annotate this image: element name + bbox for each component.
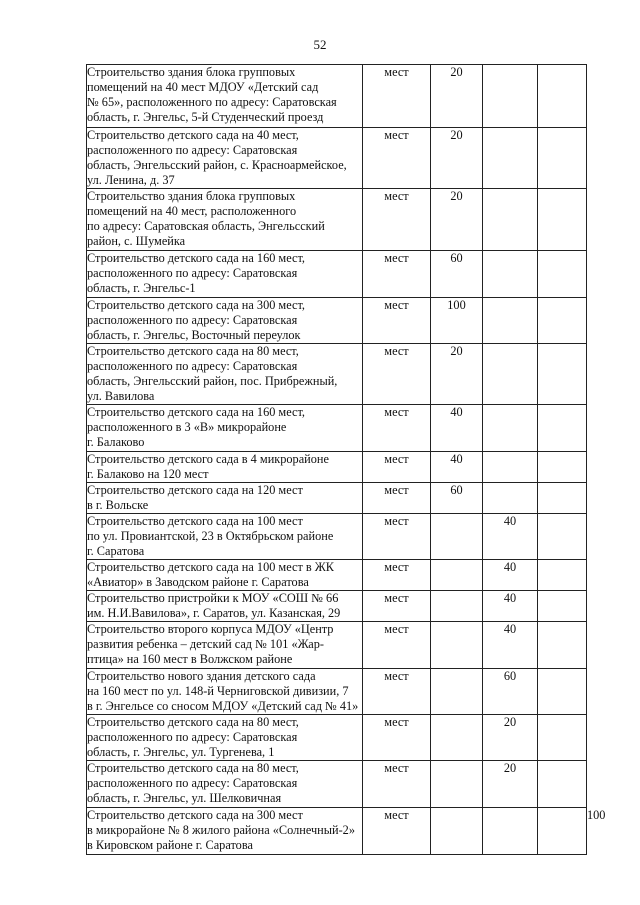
description-line: г. Саратова: [87, 544, 145, 558]
value-cell-1: 20: [431, 128, 483, 189]
table-row: [87, 344, 587, 405]
table-row: [87, 483, 587, 514]
table-row: [87, 761, 587, 808]
value-cell-1: [431, 761, 483, 808]
value-cell-2: [483, 405, 538, 452]
description-line: расположенного по адресу: Саратовская: [87, 313, 298, 327]
project-description: [87, 344, 363, 405]
project-description: [87, 251, 363, 298]
value-cell-1: 20: [431, 65, 483, 128]
value-cell-2: [483, 128, 538, 189]
unit-cell: мест: [363, 591, 431, 622]
description-line: в г. Вольске: [87, 498, 149, 512]
description-line: область, Энгельсский район, пос. Прибрежный,: [87, 374, 338, 388]
description-line: «Авиатор» в Заводском районе г. Саратова: [87, 575, 309, 589]
value-cell-2: [483, 189, 538, 251]
description-line: Строительство пристройки к МОУ «СОШ № 66: [87, 591, 339, 605]
description-line: ул. Ленина, д. 37: [87, 173, 175, 187]
value-cell-2: 20: [483, 715, 538, 761]
table-row: [87, 622, 587, 669]
unit-cell: мест: [363, 128, 431, 189]
description-line: область, г. Энгельс, 5-й Студенческий проезд: [87, 110, 324, 124]
value-cell-3: [538, 808, 587, 855]
value-cell-1: [431, 622, 483, 669]
value-cell-1: [431, 514, 483, 560]
description-line: помещений на 40 мест МДОУ «Детский сад: [87, 80, 319, 94]
description-line: Строительство детского сада в 4 микрорайоне: [87, 452, 329, 466]
value-cell-2: 40: [483, 560, 538, 591]
description-line: область, г. Энгельс, ул. Тургенева, 1: [87, 745, 275, 759]
description-line: расположенного по адресу: Саратовская: [87, 730, 298, 744]
value-cell-2: [483, 298, 538, 344]
project-description: [87, 622, 363, 669]
value-cell-3: [538, 452, 587, 483]
description-line: в микрорайоне № 8 жилого района «Солнечный-2»: [87, 823, 355, 837]
description-line: расположенного по адресу: Саратовская: [87, 143, 298, 157]
value-cell-2: [483, 452, 538, 483]
value-cell-1: [431, 560, 483, 591]
description-line: Строительство второго корпуса МДОУ «Центр: [87, 622, 334, 636]
value-cell-3: [538, 669, 587, 715]
value-cell-2: 40: [483, 591, 538, 622]
description-line: развития ребенка – детский сад № 101 «Жар-: [87, 637, 325, 651]
value-cell-3: [538, 761, 587, 808]
project-description: [87, 189, 363, 251]
description-line: г. Балаково: [87, 435, 145, 449]
value-cell-2: 20: [483, 761, 538, 808]
description-line: Строительство детского сада на 300 мест: [87, 808, 303, 822]
description-line: им. Н.И.Вавилова», г. Саратов, ул. Казанская, 29: [87, 606, 341, 620]
project-description: [87, 514, 363, 560]
value-cell-2: [483, 251, 538, 298]
unit-cell: мест: [363, 622, 431, 669]
table-row: [87, 715, 587, 761]
unit-cell: мест: [363, 669, 431, 715]
page-number: 52: [313, 37, 327, 52]
table-row: [87, 298, 587, 344]
value-cell-2: 40: [483, 622, 538, 669]
table-row: [87, 65, 587, 128]
value-cell-2: [483, 483, 538, 514]
project-description: [87, 65, 363, 128]
value-cell-1: [431, 808, 483, 855]
unit-cell: мест: [363, 483, 431, 514]
description-line: район, с. Шумейка: [87, 234, 186, 248]
description-line: область, г. Энгельс, Восточный переулок: [87, 328, 301, 342]
project-description: [87, 128, 363, 189]
value-cell-1: [431, 591, 483, 622]
value-cell-1: 60: [431, 483, 483, 514]
description-line: Строительство детского сада на 80 мест,: [87, 344, 299, 358]
description-line: расположенного по адресу: Саратовская: [87, 266, 298, 280]
description-line: Строительство детского сада на 80 мест,: [87, 715, 299, 729]
value-cell-3: [538, 560, 587, 591]
description-line: расположенного по адресу: Саратовская: [87, 776, 298, 790]
unit-cell: мест: [363, 514, 431, 560]
description-line: Строительство детского сада на 120 мест: [87, 483, 303, 497]
value-cell-3: [538, 715, 587, 761]
description-line: Строительство здания блока групповых: [87, 189, 296, 203]
table-row: Строительство детского сада на 300 мест в микрорайоне № 8 жилого района «Солнечный-2» в Кировском районе г. Саратова мест 100: [87, 808, 587, 855]
unit-cell: мест: [363, 715, 431, 761]
unit-cell: мест: [363, 808, 431, 855]
value-cell-3: [538, 298, 587, 344]
description-line: область, Энгельсский район, с. Красноармейское,: [87, 158, 347, 172]
description-line: помещений на 40 мест, расположенного: [87, 204, 297, 218]
description-line: в г. Энгельсе со сносом МДОУ «Детский сад № 41»: [87, 699, 359, 713]
description-line: Строительство детского сада на 40 мест,: [87, 128, 299, 142]
project-description: [87, 405, 363, 452]
project-description: [87, 669, 363, 715]
value-cell-1: 100: [431, 298, 483, 344]
description-line: по адресу: Саратовская область, Энгельсский: [87, 219, 325, 233]
table-row: [87, 591, 587, 622]
value-cell-3: [538, 514, 587, 560]
unit-cell: мест: [363, 298, 431, 344]
description-line: Строительство детского сада на 160 мест,: [87, 405, 305, 419]
description-line: Строительство детского сада на 160 мест,: [87, 251, 305, 265]
description-line: Строительство детского сада на 300 мест,: [87, 298, 305, 312]
value-cell-3: [538, 405, 587, 452]
value-cell-2: 40: [483, 514, 538, 560]
description-line: ул. Вавилова: [87, 389, 155, 403]
value-cell-3: [538, 591, 587, 622]
project-description: [87, 298, 363, 344]
description-line: № 65», расположенного по адресу: Саратовская: [87, 95, 337, 109]
value-cell-2: 60: [483, 669, 538, 715]
table-row: [87, 189, 587, 251]
project-description: [87, 715, 363, 761]
table-row: [87, 251, 587, 298]
value-cell-2: [483, 808, 538, 855]
description-line: г. Балаково на 120 мест: [87, 467, 209, 481]
value-cell-3: [538, 189, 587, 251]
table-row: [87, 452, 587, 483]
project-description: [87, 591, 363, 622]
table-body: [87, 65, 606, 855]
unit-cell: мест: [363, 761, 431, 808]
table-row: [87, 514, 587, 560]
value-cell-1: 40: [431, 405, 483, 452]
project-description: [87, 808, 363, 855]
description-line: Строительство детского сада на 100 мест: [87, 514, 303, 528]
table-row: [87, 128, 587, 189]
description-line: Строительство детского сада на 100 мест в ЖК: [87, 560, 334, 574]
project-description: [87, 560, 363, 591]
value-cell-2: [483, 344, 538, 405]
value-cell-1: 20: [431, 189, 483, 251]
description-line: область, г. Энгельс, ул. Шелковичная: [87, 791, 282, 805]
unit-cell: мест: [363, 189, 431, 251]
value-cell-1: [431, 715, 483, 761]
value-cell-3: [538, 483, 587, 514]
unit-cell: мест: [363, 405, 431, 452]
description-line: Строительство здания блока групповых: [87, 65, 296, 79]
value-cell-3: [538, 65, 587, 128]
description-line: птица» на 160 мест в Волжском районе: [87, 652, 293, 666]
value-cell-1: 20: [431, 344, 483, 405]
value-cell-3: [538, 251, 587, 298]
value-cell-3: [538, 344, 587, 405]
description-line: Строительство нового здания детского сада: [87, 669, 316, 683]
value-cell-3: [538, 622, 587, 669]
value-cell-1: [431, 669, 483, 715]
description-line: область, г. Энгельс-1: [87, 281, 196, 295]
description-line: Строительство детского сада на 80 мест,: [87, 761, 299, 775]
project-description: [87, 761, 363, 808]
value-cell-1: 40: [431, 452, 483, 483]
description-line: в Кировском районе г. Саратова: [87, 838, 253, 852]
description-line: расположенного в 3 «В» микрорайоне: [87, 420, 287, 434]
value-cell-2: [483, 65, 538, 128]
table-row: [87, 560, 587, 591]
project-description: [87, 452, 363, 483]
table-row: [87, 669, 587, 715]
unit-cell: мест: [363, 344, 431, 405]
table-row: [87, 405, 587, 452]
value-cell-1: 60: [431, 251, 483, 298]
unit-cell: мест: [363, 65, 431, 128]
unit-cell: мест: [363, 452, 431, 483]
description-line: по ул. Провиантской, 23 в Октябрьском районе: [87, 529, 334, 543]
description-line: на 160 мест по ул. 148-й Черниговской дивизии, 7: [87, 684, 349, 698]
unit-cell: мест: [363, 251, 431, 298]
value-cell-3: [538, 128, 587, 189]
unit-cell: мест: [363, 560, 431, 591]
construction-table: [86, 64, 606, 855]
description-line: расположенного по адресу: Саратовская: [87, 359, 298, 373]
project-description: [87, 483, 363, 514]
